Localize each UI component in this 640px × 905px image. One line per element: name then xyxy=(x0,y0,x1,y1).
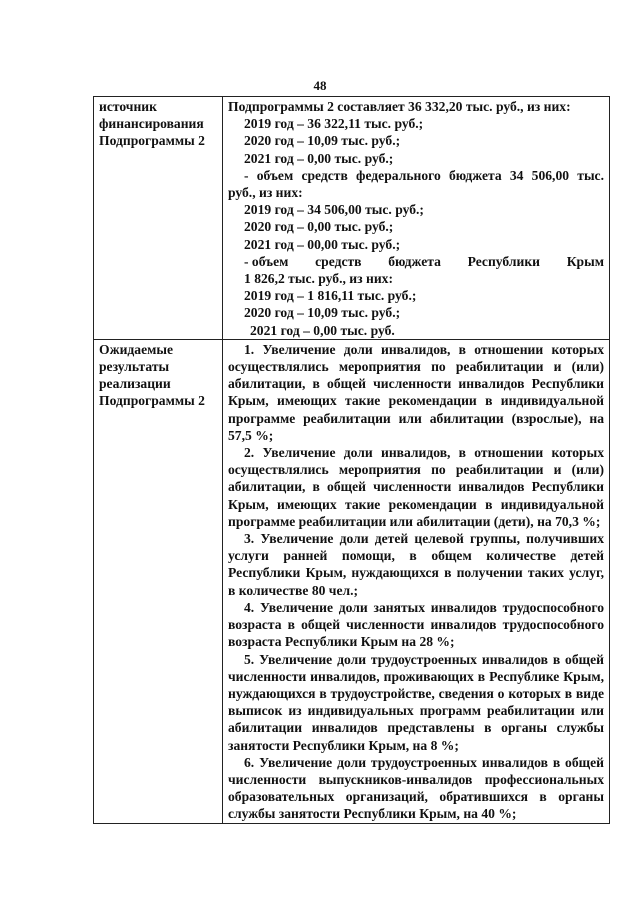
label-line: реализации xyxy=(99,376,171,392)
row-label-financing xyxy=(94,97,223,340)
spread-word: средств xyxy=(315,253,362,269)
result-paragraph: 5. Увеличение доли трудоустроенных инвалидов в общей численности инвалидов, проживающих в Республике Крым, нуждающихся в трудоустройстве, сведения о которых в виде выписок из индивидуальных программ реабилитации или абилитации инвалидов представлены в органы службы занятости Республики Крым, на 8 %; xyxy=(228,651,604,753)
financing-line: 2021 год – 00,00 тыс. руб.; xyxy=(244,236,401,252)
financing-line: Подпрограммы 2 составляет 36 332,20 тыс. руб., из них: xyxy=(228,99,571,114)
row-label-expected-results xyxy=(94,339,223,823)
label-line: Подпрограммы 2 xyxy=(99,133,205,149)
result-paragraph: 4. Увеличение доли занятых инвалидов трудоспособного возраста в общей численности инвалидов трудоспособного возраста Республики Крым на 28 %; xyxy=(228,599,604,650)
result-paragraph: 1. Увеличение доли инвалидов, в отношении которых осуществлялись мероприятия по реабилитации и (или) абилитации, в общей численности инвалидов Республики Крым, имеющих такие рекомендации в индивидуальной программе реабилитации или абилитации (взрослые), на 57,5 %; xyxy=(228,341,604,443)
financing-line: 2020 год – 0,00 тыс. руб.; xyxy=(244,219,394,235)
result-paragraph: 3. Увеличение доли детей целевой группы, получивших услуги ранней помощи, в общем количестве детей Республики Крым, нуждающихся в получении таких услуг, в количестве 80 чел.; xyxy=(228,531,604,598)
spread-word: Крым xyxy=(566,253,604,269)
table-row-financing xyxy=(94,97,610,340)
result-paragraph: 6. Увеличение доли трудоустроенных инвалидов в общей численности выпускников-инвалидов профессиональных образовательных организаций, обратившихся в органы службы занятости Республики Крым, на 40 %; xyxy=(228,754,604,822)
financing-line: руб., из них: xyxy=(228,185,303,201)
financing-line-spread xyxy=(228,253,604,270)
label-line: источник xyxy=(99,99,157,114)
label-line: результаты xyxy=(99,359,170,375)
spread-word: - объем xyxy=(244,253,289,269)
financing-line: 2020 год – 10,09 тыс. руб.; xyxy=(244,305,401,321)
spread-word: бюджета xyxy=(388,253,441,269)
financing-line: - объем средств федерального бюджета 34 506,00 тыс. xyxy=(244,167,604,183)
label-line: Подпрограммы 2 xyxy=(99,393,205,409)
table-row-expected-results xyxy=(94,339,610,823)
row-content-financing xyxy=(223,97,610,340)
financing-line: 2019 год – 34 506,00 тыс. руб.; xyxy=(244,202,424,218)
label-line: финансирования xyxy=(99,116,204,132)
page-number: 48 xyxy=(313,78,327,93)
financing-line: 2019 год – 36 322,11 тыс. руб.; xyxy=(244,116,424,132)
financing-line: 2020 год – 10,09 тыс. руб.; xyxy=(244,133,401,149)
result-paragraph: 2. Увеличение доли инвалидов, в отношении которых осуществлялись мероприятия по реабилитации и (или) абилитации, в общей численности инвалидов Республики Крым, имеющих такие рекомендации в индивидуальной программе реабилитации или абилитации (дети), на 70,3 %; xyxy=(228,445,604,529)
row-content-expected-results xyxy=(223,339,610,823)
financing-line: 1 826,2 тыс. руб., из них: xyxy=(244,271,393,287)
label-line: Ожидаемые xyxy=(99,341,174,357)
financing-line: 2021 год – 0,00 тыс. руб.; xyxy=(244,150,394,166)
financing-line: 2021 год – 0,00 тыс. руб. xyxy=(250,322,395,338)
program-passport-table xyxy=(93,96,610,824)
spread-word: Республики xyxy=(467,253,540,269)
financing-line: 2019 год – 1 816,11 тыс. руб.; xyxy=(244,288,417,304)
